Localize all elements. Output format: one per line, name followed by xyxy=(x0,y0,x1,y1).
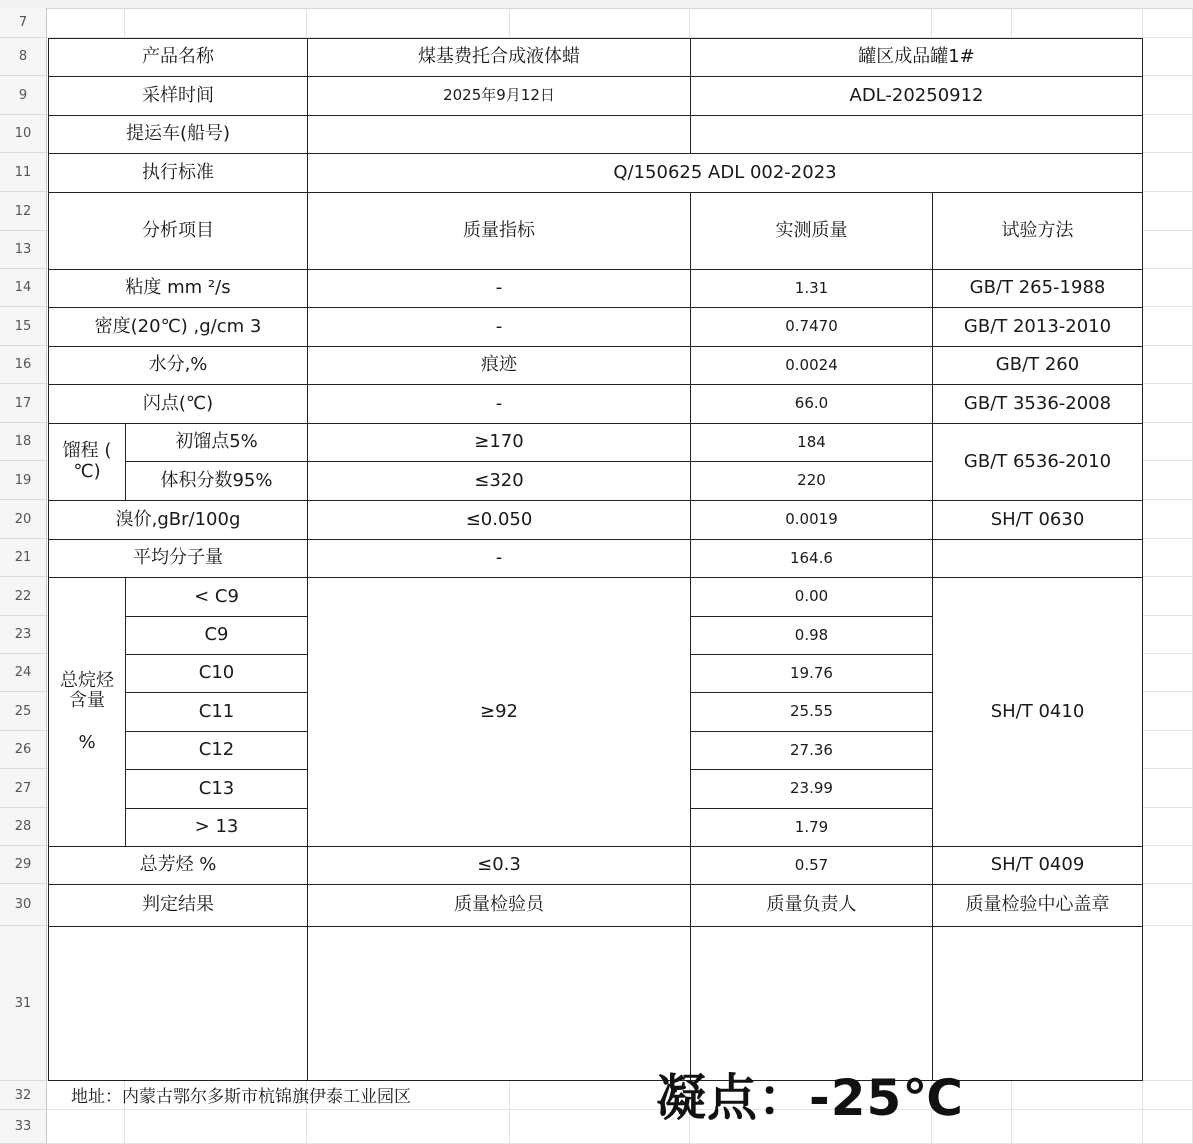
grid-cell xyxy=(1143,76,1193,115)
row-number[interactable]: 7 xyxy=(0,8,47,38)
carbon-item[interactable]: C13 xyxy=(125,769,308,809)
row-number[interactable]: 27 xyxy=(0,769,47,808)
grid-cell xyxy=(1143,808,1193,846)
grid-cell xyxy=(1143,539,1193,577)
sample-time-label[interactable]: 采样时间 xyxy=(48,76,308,116)
aromatics-method[interactable]: SH/T 0409 xyxy=(932,846,1143,885)
grid-cell xyxy=(1143,846,1193,884)
grid-cell xyxy=(1143,307,1193,346)
carbon-item[interactable]: C12 xyxy=(125,731,308,770)
grid-cell xyxy=(125,1110,307,1144)
vol95-spec[interactable]: ≤320 xyxy=(307,461,691,501)
product-name-value[interactable]: 煤基费托合成液体蜡 xyxy=(307,38,691,77)
vehicle-label[interactable]: 提运车(船号) xyxy=(48,115,308,154)
row-number[interactable]: 25 xyxy=(0,692,47,731)
grid-cell xyxy=(47,1110,125,1144)
grid-cell xyxy=(932,8,1012,38)
grid-cell xyxy=(307,8,510,38)
grid-cell xyxy=(690,8,932,38)
flash-item[interactable]: 闪点(℃) xyxy=(48,384,308,424)
row-number[interactable]: 33 xyxy=(0,1110,47,1144)
standard-value[interactable]: Q/150625 ADL 002-2023 xyxy=(307,153,1143,193)
row-number[interactable]: 17 xyxy=(0,384,47,423)
grid-cell xyxy=(1143,153,1193,192)
aromatics-item[interactable]: 总芳烃 % xyxy=(48,846,308,885)
row-number[interactable]: 16 xyxy=(0,346,47,384)
row-number[interactable]: 24 xyxy=(0,654,47,692)
grid-cell xyxy=(1143,926,1193,1081)
grid-cell xyxy=(1012,1110,1143,1144)
grid-cell xyxy=(1143,1081,1193,1110)
flash-spec[interactable]: - xyxy=(307,384,691,424)
grid-cell xyxy=(1143,884,1193,926)
density-spec[interactable]: - xyxy=(307,307,691,347)
viscosity-item[interactable]: 粘度 mm ²/s xyxy=(48,269,308,308)
grid-cell xyxy=(1143,269,1193,307)
row-number[interactable]: 30 xyxy=(0,884,47,926)
row-number[interactable]: 31 xyxy=(0,926,47,1081)
grid-cell xyxy=(1143,346,1193,384)
product-name-label[interactable]: 产品名称 xyxy=(48,38,308,77)
row-number[interactable]: 15 xyxy=(0,307,47,346)
grid-cell xyxy=(1143,38,1193,76)
vehicle-value[interactable] xyxy=(307,115,691,154)
grid-cell xyxy=(510,8,690,38)
row-number[interactable]: 23 xyxy=(0,616,47,654)
row-number[interactable]: 12 xyxy=(0,192,47,231)
freeze-point-annotation: 凝点：-25℃ xyxy=(656,1069,964,1127)
row-number[interactable]: 8 xyxy=(0,38,47,76)
result-label[interactable]: 判定结果 xyxy=(48,884,308,927)
batch-number[interactable]: ADL-20250912 xyxy=(690,76,1143,116)
carbon-item[interactable]: > 13 xyxy=(125,808,308,847)
alkane-method[interactable]: SH/T 0410 xyxy=(932,577,1143,847)
grid-cell xyxy=(1143,769,1193,808)
standard-label[interactable]: 执行标准 xyxy=(48,153,308,193)
row-number[interactable]: 11 xyxy=(0,153,47,192)
row-number[interactable]: 19 xyxy=(0,461,47,500)
col-header-method[interactable]: 试验方法 xyxy=(932,192,1143,270)
row-number[interactable]: 14 xyxy=(0,269,47,307)
bromine-item[interactable]: 溴价,gBr/100g xyxy=(48,500,308,540)
distillation-method[interactable]: GB/T 6536-2010 xyxy=(932,423,1143,501)
col-header-spec[interactable]: 质量指标 xyxy=(307,192,691,270)
water-item[interactable]: 水分,% xyxy=(48,346,308,385)
mw-spec[interactable]: - xyxy=(307,539,691,578)
viscosity-spec[interactable]: - xyxy=(307,269,691,308)
carbon-measured[interactable]: 23.99 xyxy=(690,769,933,809)
col-header-measured[interactable]: 实测质量 xyxy=(690,192,933,270)
carbon-measured[interactable]: 19.76 xyxy=(690,654,933,693)
carbon-measured[interactable]: 27.36 xyxy=(690,731,933,770)
grid-cell xyxy=(1143,192,1193,231)
grid-cell xyxy=(1143,231,1193,269)
vol95-item[interactable]: 体积分数95% xyxy=(125,461,308,501)
grid-cell xyxy=(1143,692,1193,731)
grid-cell xyxy=(1143,461,1193,500)
row-number[interactable]: 26 xyxy=(0,731,47,769)
density-item[interactable]: 密度(20℃) ,g/cm 3 xyxy=(48,307,308,347)
flash-measured[interactable]: 66.0 xyxy=(690,384,933,424)
carbon-measured[interactable]: 0.98 xyxy=(690,616,933,655)
carbon-item[interactable]: C11 xyxy=(125,692,308,732)
alkane-spec[interactable]: ≥92 xyxy=(307,577,691,847)
sample-date[interactable]: 2025年9月12日 xyxy=(307,76,691,116)
ibp-measured[interactable]: 184 xyxy=(690,423,933,462)
row-number[interactable]: 29 xyxy=(0,846,47,884)
row-number[interactable]: 21 xyxy=(0,539,47,577)
grid-cell xyxy=(1143,654,1193,692)
ibp-item[interactable]: 初馏点5% xyxy=(125,423,308,462)
flash-method[interactable]: GB/T 3536-2008 xyxy=(932,384,1143,424)
carbon-item[interactable]: C9 xyxy=(125,616,308,655)
address-text: 地址：内蒙古鄂尔多斯市杭锦旗伊泰工业园区 xyxy=(71,1087,411,1107)
aromatics-spec[interactable]: ≤0.3 xyxy=(307,846,691,885)
row-number[interactable]: 18 xyxy=(0,423,47,461)
vol95-measured[interactable]: 220 xyxy=(690,461,933,501)
water-method[interactable]: GB/T 260 xyxy=(932,346,1143,385)
row-number[interactable]: 10 xyxy=(0,115,47,153)
grid-cell xyxy=(47,8,125,38)
row-number[interactable]: 22 xyxy=(0,577,47,616)
grid-cell xyxy=(1143,8,1193,38)
inspector-label[interactable]: 质量检验员 xyxy=(307,884,691,927)
density-measured[interactable]: 0.7470 xyxy=(690,307,933,347)
water-measured[interactable]: 0.0024 xyxy=(690,346,933,385)
bromine-measured[interactable]: 0.0019 xyxy=(690,500,933,540)
grid-cell xyxy=(1143,115,1193,153)
grid-cell xyxy=(1143,577,1193,616)
mw-item[interactable]: 平均分子量 xyxy=(48,539,308,578)
row-number[interactable]: 20 xyxy=(0,500,47,539)
density-method[interactable]: GB/T 2013-2010 xyxy=(932,307,1143,347)
carbon-measured[interactable]: 0.00 xyxy=(690,577,933,617)
grid-cell xyxy=(307,1110,510,1144)
water-spec[interactable]: 痕迹 xyxy=(307,346,691,385)
bromine-spec[interactable]: ≤0.050 xyxy=(307,500,691,540)
row-number[interactable]: 28 xyxy=(0,808,47,846)
carbon-item[interactable]: < C9 xyxy=(125,577,308,617)
carbon-item[interactable]: C10 xyxy=(125,654,308,693)
manager-label[interactable]: 质量负责人 xyxy=(690,884,933,927)
grid-cell xyxy=(1012,8,1143,38)
carbon-measured[interactable]: 1.79 xyxy=(690,808,933,847)
bromine-method[interactable]: SH/T 0630 xyxy=(932,500,1143,540)
stamp-label[interactable]: 质量检验中心盖章 xyxy=(932,884,1143,927)
grid-cell xyxy=(1143,423,1193,461)
grid-cell xyxy=(125,8,307,38)
viscosity-measured[interactable]: 1.31 xyxy=(690,269,933,308)
grid-cell xyxy=(1012,1081,1143,1110)
mw-method[interactable] xyxy=(932,539,1143,578)
row-number[interactable]: 32 xyxy=(0,1081,47,1110)
grid-cell xyxy=(1143,1110,1193,1144)
distillation-label[interactable]: 馏程 ( ℃) xyxy=(48,423,126,501)
row-number[interactable]: 13 xyxy=(0,231,47,269)
grid-cell xyxy=(1143,731,1193,769)
alkane-label[interactable]: 总烷烃 含量 % xyxy=(48,577,126,847)
row-number[interactable]: 9 xyxy=(0,76,47,115)
viscosity-method[interactable]: GB/T 265-1988 xyxy=(932,269,1143,308)
tank-name[interactable]: 罐区成品罐1# xyxy=(690,38,1143,77)
col-header-item[interactable]: 分析项目 xyxy=(48,192,308,270)
carbon-measured[interactable]: 25.55 xyxy=(690,692,933,732)
aromatics-measured[interactable]: 0.57 xyxy=(690,846,933,885)
grid-cell xyxy=(1143,384,1193,423)
mw-measured[interactable]: 164.6 xyxy=(690,539,933,578)
inspector-signature-cell[interactable] xyxy=(307,926,691,1081)
grid-cell xyxy=(1143,500,1193,539)
result-signature-cell[interactable] xyxy=(48,926,308,1081)
vehicle-value-2[interactable] xyxy=(690,115,1143,154)
ibp-spec[interactable]: ≥170 xyxy=(307,423,691,462)
grid-cell xyxy=(1143,616,1193,654)
